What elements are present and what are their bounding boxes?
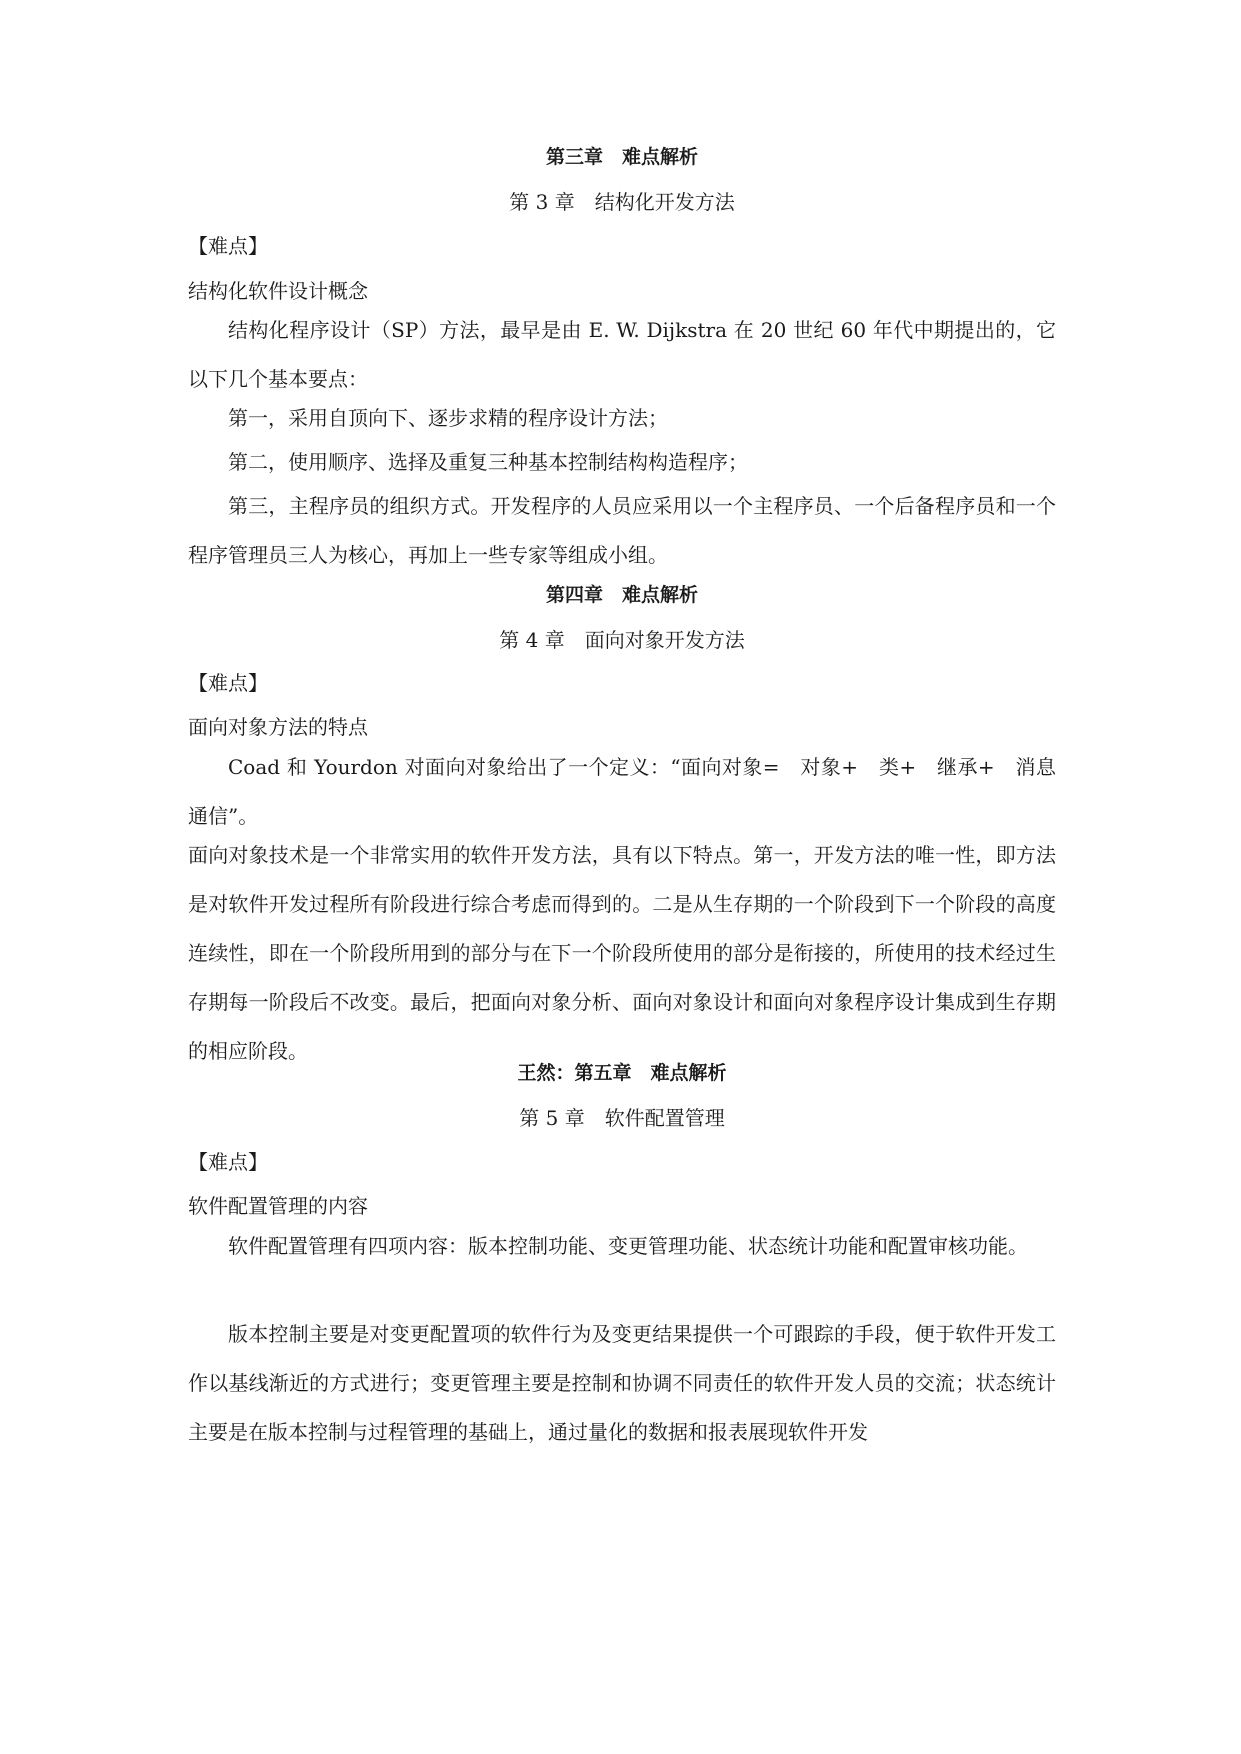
chapter-subtitle: 第 5 章 软件配置管理 xyxy=(519,1106,725,1130)
chapter-subtitle: 第 3 章 结构化开发方法 xyxy=(509,190,735,214)
chapter-subtitle: 第 4 章 面向对象开发方法 xyxy=(499,628,745,652)
paragraph: 软件配置管理有四项内容：版本控制功能、变更管理功能、状态统计功能和配置审核功能。 xyxy=(228,1234,1028,1258)
difficulty-marker: 【难点】 xyxy=(188,234,268,258)
paragraph: Coad 和 Yourdon 对面向对象给出了一个定义：“面向对象= 对象+ 类+ 继承+ 消息通信”。 xyxy=(188,755,1056,828)
topic-heading: 结构化软件设计概念 xyxy=(188,279,368,303)
difficulty-marker: 【难点】 xyxy=(188,671,268,695)
paragraph: 第一，采用自顶向下、逐步求精的程序设计方法； xyxy=(228,406,668,430)
paragraph: 版本控制主要是对变更配置项的软件行为及变更结果提供一个可跟踪的手段，便于软件开发工作以基线渐近的方式进行；变更管理主要是控制和协调不同责任的软件开发人员的交流；状态统计主要是在版本控制与过程管理的基础上，通过量化的数据和报表展现软件开发 xyxy=(188,1322,1056,1444)
chapter-heading: 第三章 难点解析 xyxy=(545,146,698,168)
topic-heading: 面向对象方法的特点 xyxy=(188,715,368,739)
paragraph: 面向对象技术是一个非常实用的软件开发方法，具有以下特点。第一，开发方法的唯一性，即方法是对软件开发过程所有阶段进行综合考虑而得到的。二是从生存期的一个阶段到下一个阶段的高度连续性，即在一个阶段所用到的部分与在下一个阶段所使用的部分是衔接的，所使用的技术经过生存期每一阶段后不改变。最后，把面向对象分析、面向对象设计和面向对象程序设计集成到生存期的相应阶段。 xyxy=(188,843,1056,1063)
paragraph: 结构化程序设计（SP）方法，最早是由 E. W. Dijkstra 在 20 世纪 60 年代中期提出的，它以下几个基本要点： xyxy=(188,318,1056,391)
paragraph: 第二，使用顺序、选择及重复三种基本控制结构构造程序； xyxy=(228,450,748,474)
chapter-heading: 第四章 难点解析 xyxy=(545,584,698,606)
topic-heading: 软件配置管理的内容 xyxy=(188,1194,368,1218)
difficulty-marker: 【难点】 xyxy=(188,1150,268,1174)
chapter-heading: 王然：第五章 难点解析 xyxy=(517,1062,727,1084)
paragraph: 第三，主程序员的组织方式。开发程序的人员应采用以一个主程序员、一个后备程序员和一个程序管理员三人为核心，再加上一些专家等组成小组。 xyxy=(188,494,1056,567)
